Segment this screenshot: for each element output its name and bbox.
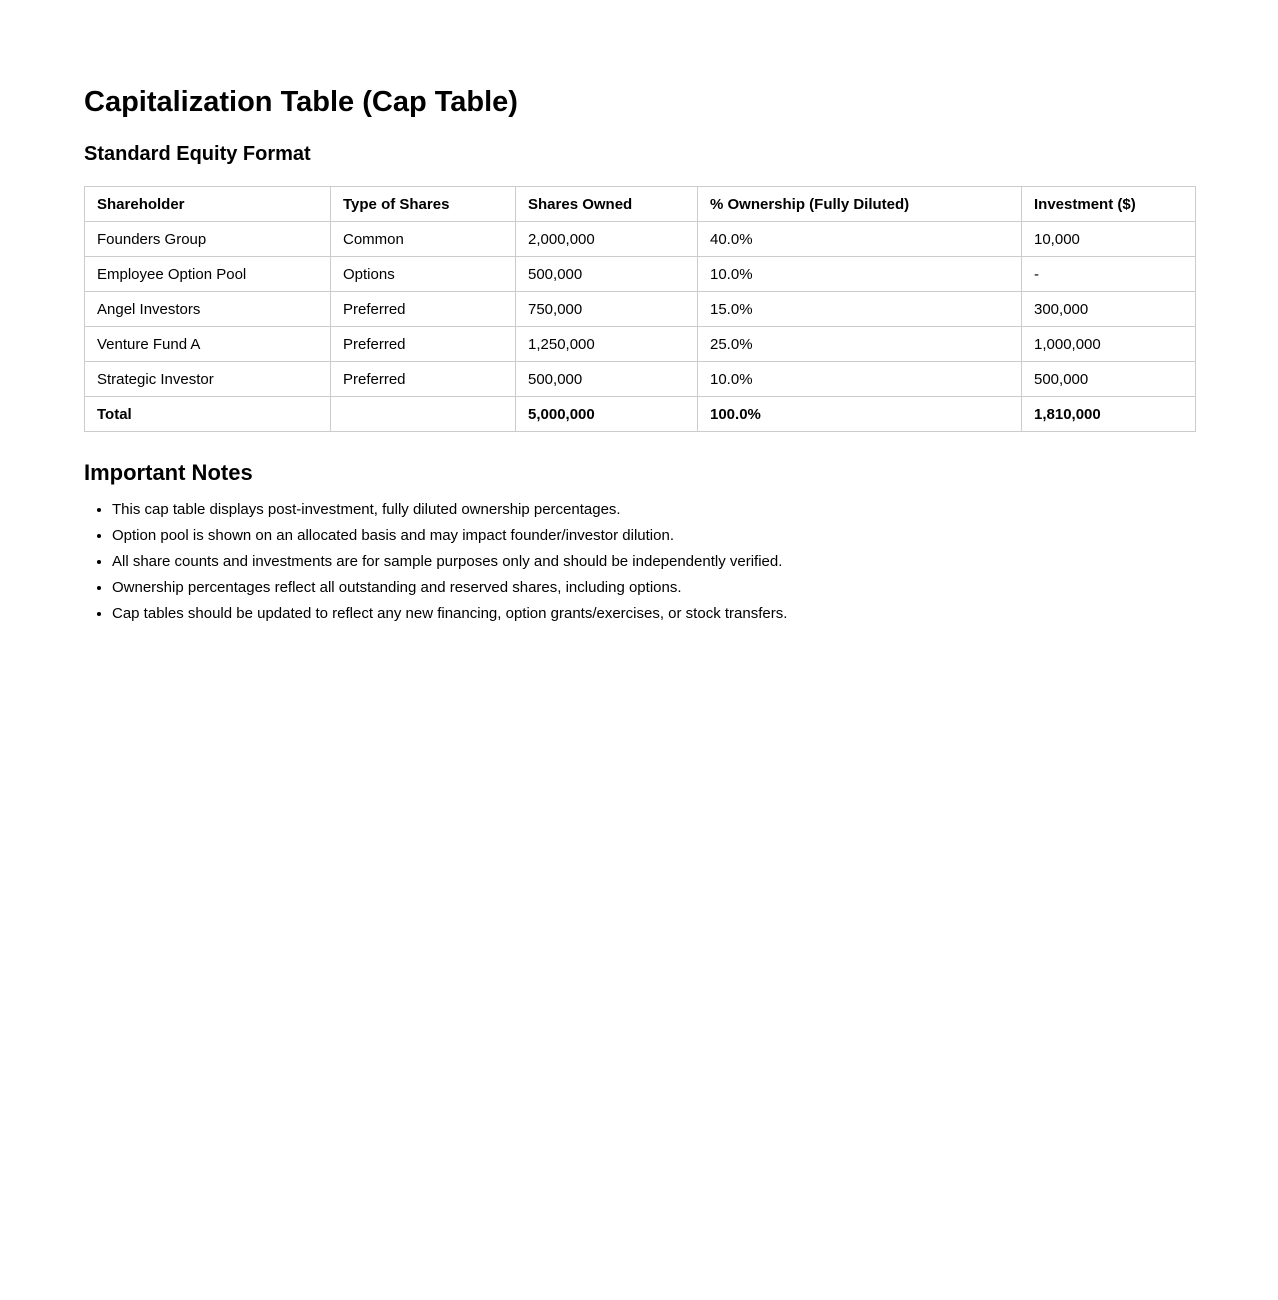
table-row <box>85 292 1196 327</box>
table-cell: Founders Group <box>85 222 331 257</box>
table-row <box>85 362 1196 397</box>
notes-title: Important Notes <box>84 460 253 485</box>
table-cell: Options <box>331 257 516 292</box>
section-subtitle: Standard Equity Format <box>84 143 311 165</box>
cap-table <box>84 186 1196 432</box>
note-item: • Cap tables should be updated to reflect any new financing, option grants/exercises, or stock transfers. <box>112 606 1195 622</box>
table-cell: 10.0% <box>698 257 1022 292</box>
table-cell: Preferred <box>331 292 516 327</box>
table-header-row <box>85 187 1196 222</box>
table-cell: 10.0% <box>698 362 1022 397</box>
table-cell: 40.0% <box>698 222 1022 257</box>
cap-table-body <box>85 222 1196 432</box>
column-header: Investment ($) <box>1022 187 1196 222</box>
document-page <box>84 86 1195 632</box>
table-cell: 1,000,000 <box>1022 327 1196 362</box>
table-cell: 10,000 <box>1022 222 1196 257</box>
table-cell: 500,000 <box>1022 362 1196 397</box>
table-cell: Strategic Investor <box>85 362 331 397</box>
note-item: • All share counts and investments are for sample purposes only and should be independently verified. <box>112 554 1195 570</box>
table-cell: 2,000,000 <box>516 222 698 257</box>
table-cell: 1,250,000 <box>516 327 698 362</box>
table-total-cell: 100.0% <box>698 397 1022 432</box>
table-total-row <box>85 397 1196 432</box>
column-header: Type of Shares <box>331 187 516 222</box>
table-cell: 500,000 <box>516 257 698 292</box>
note-item: • This cap table displays post-investment, fully diluted ownership percentages. <box>112 502 1195 518</box>
note-item: • Option pool is shown on an allocated basis and may impact founder/investor dilution. <box>112 528 1195 544</box>
table-cell: Venture Fund A <box>85 327 331 362</box>
table-row <box>85 222 1196 257</box>
column-header: Shareholder <box>85 187 331 222</box>
column-header: % Ownership (Fully Diluted) <box>698 187 1022 222</box>
table-cell: 15.0% <box>698 292 1022 327</box>
table-cell: Preferred <box>331 362 516 397</box>
table-cell: - <box>1022 257 1196 292</box>
notes-list <box>84 502 1195 622</box>
table-cell: 500,000 <box>516 362 698 397</box>
table-cell: Employee Option Pool <box>85 257 331 292</box>
table-cell: Preferred <box>331 327 516 362</box>
table-row <box>85 257 1196 292</box>
table-cell: 25.0% <box>698 327 1022 362</box>
column-header: Shares Owned <box>516 187 698 222</box>
table-cell: Common <box>331 222 516 257</box>
table-total-cell <box>331 397 516 432</box>
note-item: • Ownership percentages reflect all outstanding and reserved shares, including options. <box>112 580 1195 596</box>
table-row <box>85 327 1196 362</box>
table-total-cell: 5,000,000 <box>516 397 698 432</box>
page-title: Capitalization Table (Cap Table) <box>84 86 518 118</box>
table-cell: 300,000 <box>1022 292 1196 327</box>
table-total-cell: Total <box>85 397 331 432</box>
table-total-cell: 1,810,000 <box>1022 397 1196 432</box>
table-cell: 750,000 <box>516 292 698 327</box>
table-cell: Angel Investors <box>85 292 331 327</box>
